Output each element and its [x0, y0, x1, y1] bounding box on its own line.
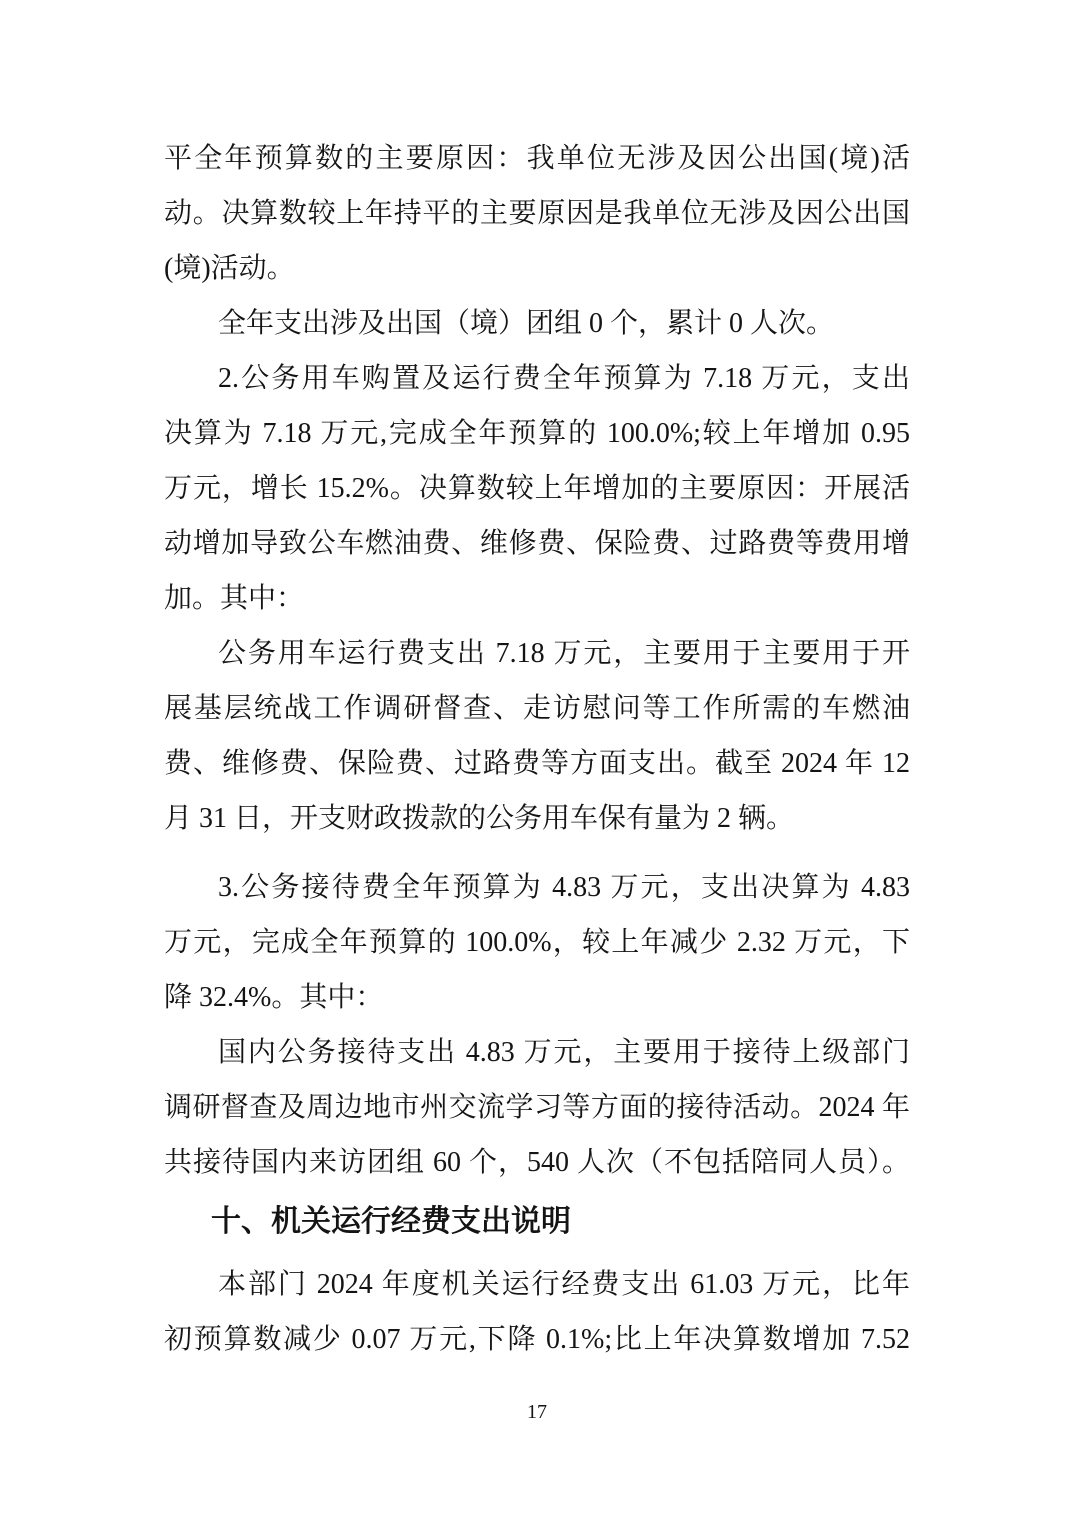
text-line: 月 31 日，开支财政拨款的公务用车保有量为 2 辆。 [164, 803, 795, 834]
text-line: 费、维修费、保险费、过路费等方面支出。截至 2024 年 12 [164, 748, 910, 779]
text-line: 初预算数减少 0.07 万元,下降 0.1%;比上年决算数增加 7.52 [164, 1324, 910, 1355]
text-line: 决算为 7.18 万元,完成全年预算的 100.0%;较上年增加 0.95 [164, 418, 910, 449]
text-line: 平全年预算数的主要原因：我单位无涉及因公出国(境)活 [164, 143, 910, 174]
text-line: 公务用车运行费支出 7.18 万元，主要用于主要用于开 [218, 638, 910, 669]
text-line: 调研督查及周边地市州交流学习等方面的接待活动。2024 年 [164, 1092, 910, 1123]
body-text [164, 131, 910, 1367]
paragraph [164, 131, 910, 296]
text-line: 万元，完成全年预算的 100.0%，较上年减少 2.32 万元，下 [164, 927, 910, 958]
text-line: 动增加导致公车燃油费、维修费、保险费、过路费等费用增 [164, 528, 910, 559]
paragraph [164, 296, 910, 351]
text-line: 本部门 2024 年度机关运行经费支出 61.03 万元，比年 [218, 1269, 910, 1300]
page-number: 17 [527, 1401, 547, 1423]
text-line: 2.公务用车购置及运行费全年预算为 7.18 万元，支出 [218, 363, 910, 394]
paragraph [164, 626, 910, 846]
text-line: (境)活动。 [164, 253, 295, 284]
paragraph [164, 1257, 910, 1367]
text-line: 万元，增长 15.2%。决算数较上年增加的主要原因：开展活 [164, 473, 910, 504]
paragraph [164, 860, 910, 1025]
text-line: 降 32.4%。其中： [164, 982, 384, 1013]
text-line: 加。其中： [164, 583, 305, 614]
text-line: 共接待国内来访团组 60 个，540 人次（不包括陪同人员）。 [164, 1147, 910, 1178]
text-line: 全年支出涉及出国（境）团组 0 个，累计 0 人次。 [218, 308, 835, 339]
section-heading: 十、机关运行经费支出说明 [211, 1205, 571, 1238]
text-line: 展基层统战工作调研督查、走访慰问等工作所需的车燃油 [164, 693, 910, 724]
paragraph [164, 351, 910, 626]
paragraph [164, 1025, 910, 1190]
text-line: 国内公务接待支出 4.83 万元，主要用于接待上级部门 [218, 1037, 910, 1068]
text-line: 动。决算数较上年持平的主要原因是我单位无涉及因公出国 [164, 198, 910, 229]
text-line: 3.公务接待费全年预算为 4.83 万元，支出决算为 4.83 [218, 872, 910, 903]
